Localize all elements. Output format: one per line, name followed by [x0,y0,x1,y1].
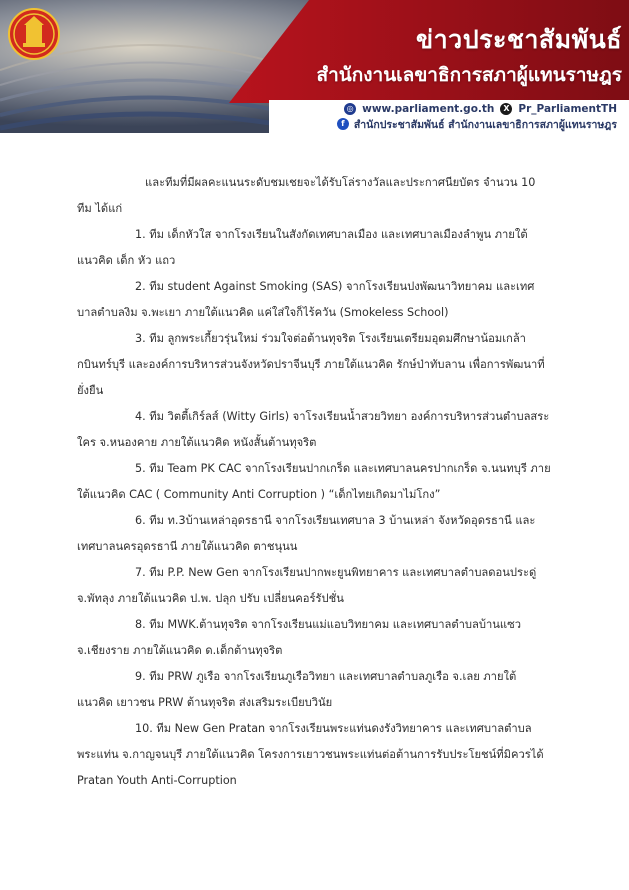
header-banner [0,0,629,133]
list-item: 6. ทีม ท.3บ้านเหล่าอุดรธานี จากโรงเรียนเทศบาล 3 บ้านเหล่า จังหวัดอุดรธานี และเทศบาลนครอุดรธานี ภายใต้แนวคิด ตาชนุนน [77,514,536,553]
x-handle-link[interactable]: Pr_ParliamentTH [518,103,617,115]
news-body [77,170,552,794]
list-item: 2. ทีม student Against Smoking (SAS) จากโรงเรียนปงพัฒนาวิทยาคม และเทศบาลตำบลงิม จ.พะเยา ภายใต้แนวคิด แค่ใส่ใจก็ไร้ควัน (Smokeless School) [77,280,535,319]
list-item: 5. ทีม Team PK CAC จากโรงเรียนปากเกร็ด และเทศบาลนครปากเกร็ด จ.นนทบุรี ภายใต้แนวคิด CAC ( Community Anti Corruption ) “เด็กไทยเกิดมาไม่โกง” [77,462,551,501]
x-icon: X [500,103,512,115]
page-title: ข่าวประชาสัมพันธ์ [416,25,622,54]
facebook-row [337,117,617,131]
list-item: 1. ทีม เด็กหัวใส จากโรงเรียนในสังกัดเทศบาลเมือง และเทศบาลเมืองลำพูน ภายใต้แนวคิด เด็ก หัว แถว [77,228,528,267]
list-item: 8. ทีม MWK.ต้านทุจริต จากโรงเรียนแม่แอบวิทยาคม และเทศบาลตำบลบ้านแซว จ.เชียงราย ภายใต้แนวคิด ด.เด็กต้านทุจริต [77,618,521,657]
contact-links [344,102,617,116]
website-link[interactable]: www.parliament.go.th [362,103,495,115]
list-item: 4. ทีม วิตตี้เกิร์ลส์ (Witty Girls) จาโรงเรียนน้ำสวยวิทยา องค์การบริหารส่วนตำบลสระใคร จ.หนองคาย ภายใต้แนวคิด หนังสั้นต้านทุจริต [77,410,550,449]
list-item: 3. ทีม ลูกพระเกี้ยวรุ่นใหม่ ร่วมใจต่อต้านทุจริต โรงเรียนเตรียมอุดมศึกษาน้อมเกล้ากบินทร์บุรี และองค์การบริหารส่วนจังหวัดปราจีนบุรี ภายใต้แนวคิด รักษ์ป่าทับลาน เพื่อการพัฒนาที่ยั่งยืน [77,332,545,397]
emblem-icon [8,8,60,60]
page-subtitle: สำนักงานเลขาธิการสภาผู้แทนราษฎร [316,64,622,86]
globe-icon: ◎ [344,103,356,115]
list-item: 9. ทีม PRW ภูเรือ จากโรงเรียนภูเรือวิทยา และเทศบาลตำบลภูเรือ จ.เลย ภายใต้แนวคิด เยาวชน PRW ต้านทุจริต ส่งเสริมระเบียบวินัย [77,670,517,709]
facebook-icon: f [337,118,349,130]
intro-paragraph: และทีมที่มีผลคะแนนระดับชมเชยจะได้รับโล่รางวัลและประกาศนียบัตร จำนวน 10 ทีม ได้แก่ [77,176,536,215]
facebook-link[interactable]: สำนักประชาสัมพันธ์ สำนักงานเลขาธิการสภาผู้แทนราษฎร [353,118,617,131]
list-item: 7. ทีม P.P. New Gen จากโรงเรียนปากพะยูนพิทยาคาร และเทศบาลตำบลดอนประดู่ จ.พัทลุง ภายใต้แนวคิด ป.พ. ปลุก ปรับ เปลี่ยนคอร์รัปชั่น [77,566,537,605]
list-item: 10. ทีม New Gen Pratan จากโรงเรียนพระแท่นดงรังวิทยาคาร และเทศบาลตำบลพระแท่น จ.กาญจนบุรี ภายใต้แนวคิด โครงการเยาวชนพระแท่นต่อต้านการรับประโยชน์ที่มิควรได้ Pratan Youth Anti-Corruption [77,722,544,787]
